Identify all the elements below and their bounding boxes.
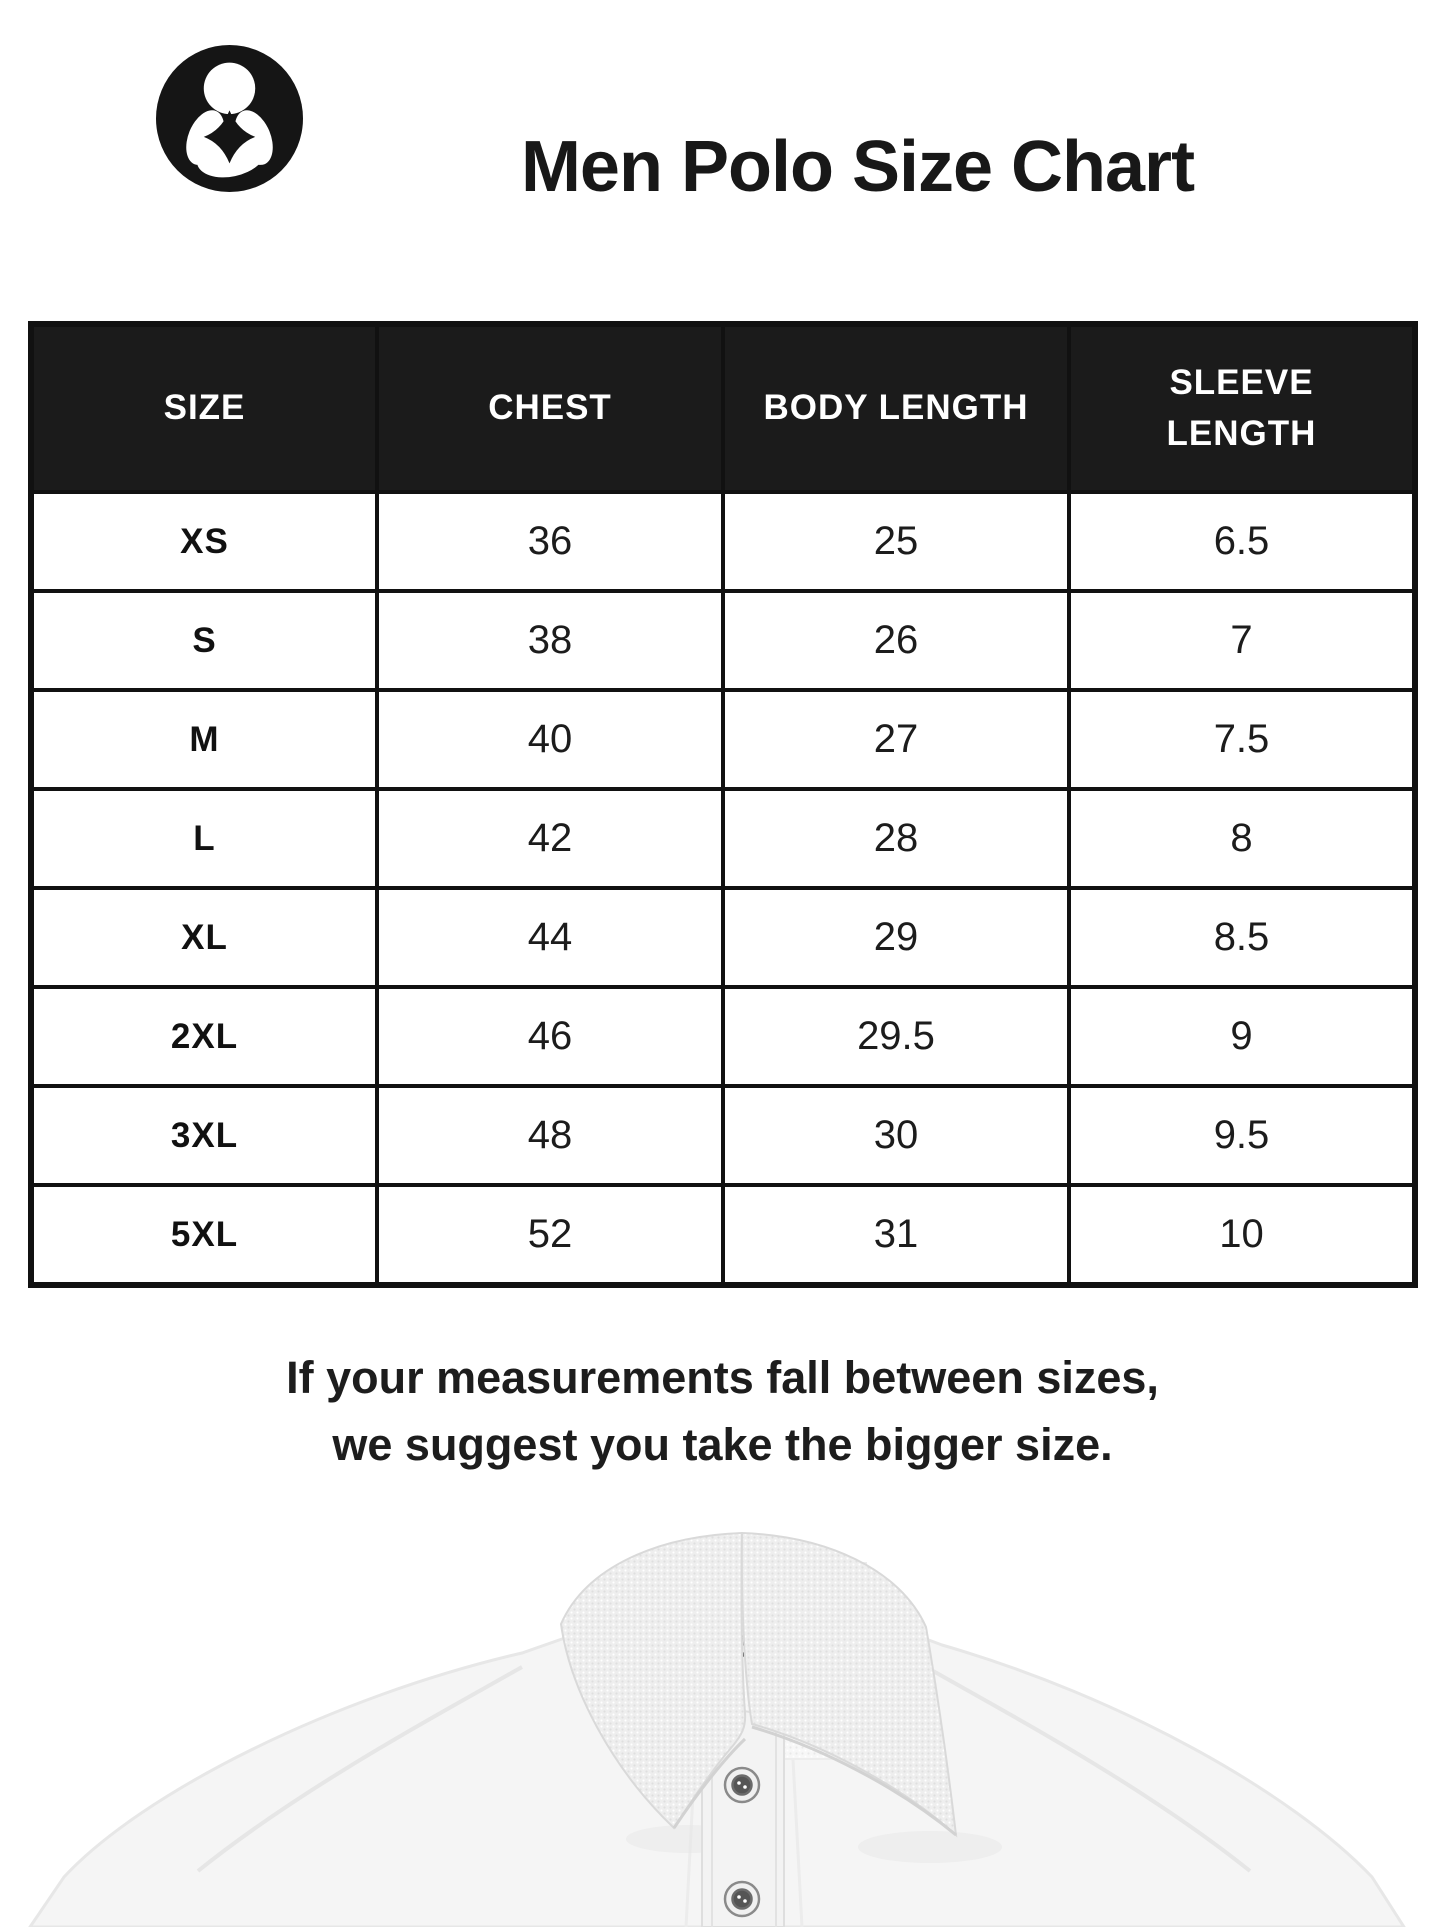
polo-shirt-image [0, 1527, 1445, 1927]
sizing-note-line1: If your measurements fall between sizes, [286, 1352, 1159, 1403]
value-cell: 9 [1069, 987, 1415, 1086]
value-cell: 9.5 [1069, 1086, 1415, 1185]
value-cell: 10 [1069, 1185, 1415, 1285]
value-cell: 8 [1069, 789, 1415, 888]
size-label-cell: M [31, 690, 377, 789]
column-header-size: SIZE [31, 324, 377, 492]
size-table-head [31, 324, 1415, 492]
header-row [31, 324, 1415, 492]
size-label-cell: 5XL [31, 1185, 377, 1285]
size-label-cell: 3XL [31, 1086, 377, 1185]
table-row [31, 690, 1415, 789]
value-cell: 42 [377, 789, 723, 888]
size-label-cell: XL [31, 888, 377, 987]
size-table [28, 321, 1418, 1288]
table-row [31, 987, 1415, 1086]
value-cell: 7 [1069, 591, 1415, 690]
table-row [31, 1185, 1415, 1285]
collar-shadow-right [858, 1831, 1002, 1863]
value-cell: 7.5 [1069, 690, 1415, 789]
column-header-sleeve-length: SLEEVE LENGTH [1069, 324, 1415, 492]
sizing-note [0, 1344, 1445, 1478]
size-label-cell: 2XL [31, 987, 377, 1086]
value-cell: 26 [723, 591, 1069, 690]
value-cell: 27 [723, 690, 1069, 789]
size-label-cell: XS [31, 492, 377, 591]
button-icon [725, 1882, 759, 1916]
button-icon [725, 1768, 759, 1802]
column-header-chest: CHEST [377, 324, 723, 492]
value-cell: 36 [377, 492, 723, 591]
value-cell: 28 [723, 789, 1069, 888]
brand-logo-icon [156, 45, 303, 192]
value-cell: 44 [377, 888, 723, 987]
value-cell: 52 [377, 1185, 723, 1285]
size-label-cell: L [31, 789, 377, 888]
value-cell: 48 [377, 1086, 723, 1185]
value-cell: 29.5 [723, 987, 1069, 1086]
table-row [31, 591, 1415, 690]
value-cell: 46 [377, 987, 723, 1086]
value-cell: 8.5 [1069, 888, 1415, 987]
sizing-note-line2: we suggest you take the bigger size. [332, 1419, 1113, 1470]
value-cell: 25 [723, 492, 1069, 591]
value-cell: 30 [723, 1086, 1069, 1185]
size-label-cell: S [31, 591, 377, 690]
table-row [31, 1086, 1415, 1185]
table-row [31, 789, 1415, 888]
value-cell: 40 [377, 690, 723, 789]
value-cell: 38 [377, 591, 723, 690]
value-cell: 31 [723, 1185, 1069, 1285]
table-row [31, 492, 1415, 591]
value-cell: 29 [723, 888, 1069, 987]
page-title: Men Polo Size Chart [520, 127, 1195, 208]
column-header-body-length: BODY LENGTH [723, 324, 1069, 492]
table-body [31, 492, 1415, 1285]
value-cell: 6.5 [1069, 492, 1415, 591]
table-row [31, 888, 1415, 987]
